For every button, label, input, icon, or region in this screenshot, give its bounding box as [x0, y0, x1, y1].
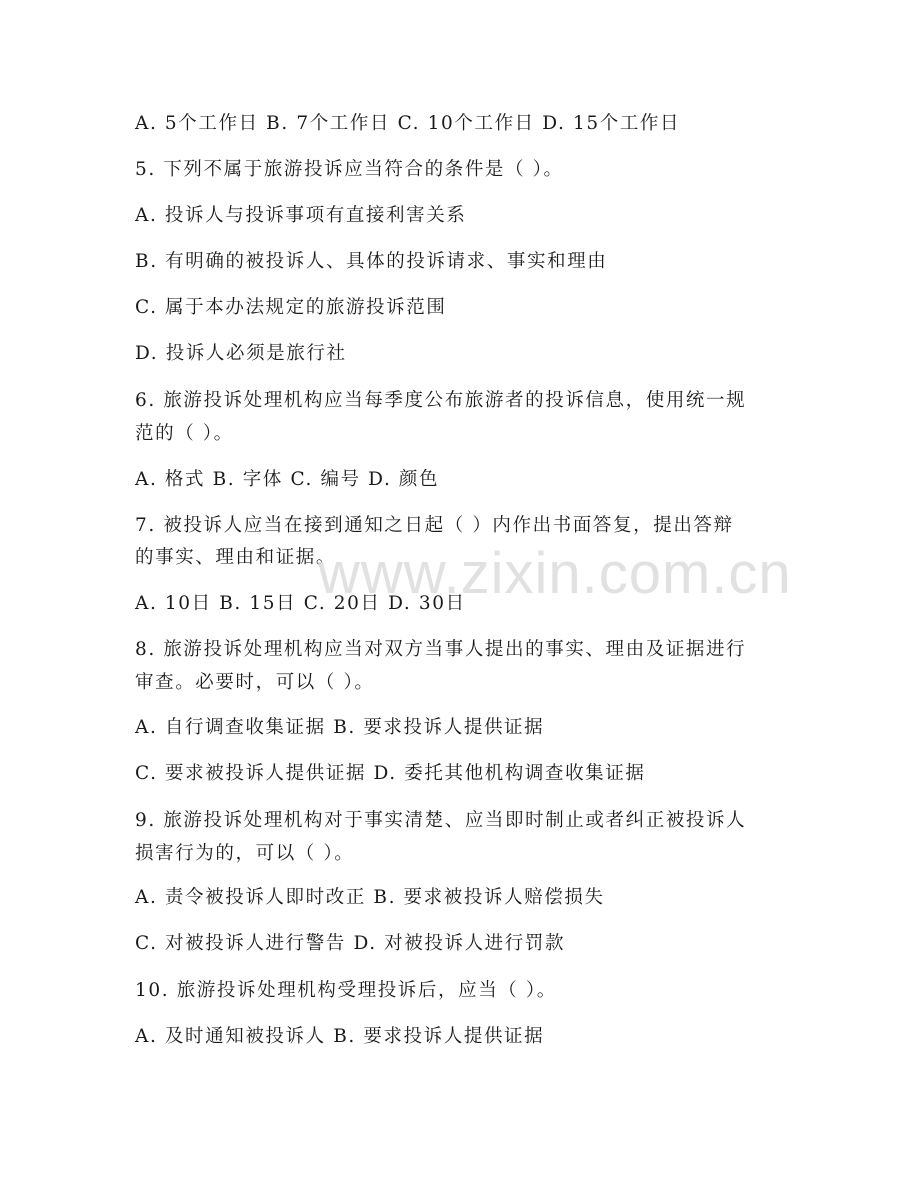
question-6-line-2: 范的（ ）。: [135, 423, 234, 444]
answer-option-5c: C. 属于本办法规定的旅游投诉范围: [135, 297, 447, 318]
answer-options-q9-ab: A. 责令被投诉人即时改正 B. 要求被投诉人赔偿损失: [135, 887, 605, 908]
answer-options-q8-ab: A. 自行调查收集证据 B. 要求投诉人提供证据: [135, 717, 545, 738]
answer-option-5b: B. 有明确的被投诉人、具体的投诉请求、事实和理由: [135, 251, 608, 272]
question-8-line-2: 审查。必要时，可以（ ）。: [135, 672, 375, 693]
question-7-line-1: 7. 被投诉人应当在接到通知之日起（ ）内作出书面答复，提出答辩: [135, 515, 734, 536]
answer-options-q4: A. 5个工作日 B. 7个工作日 C. 10个工作日 D. 15个工作日: [135, 113, 681, 134]
question-6-line-1: 6. 旅游投诉处理机构应当每季度公布旅游者的投诉信息，使用统一规: [135, 390, 747, 411]
watermark: www.zixin.com.cn: [318, 541, 792, 606]
question-9-line-2: 损害行为的，可以（ ）。: [135, 843, 355, 864]
answer-options-q7: A. 10日 B. 15日 C. 20日 D. 30日: [135, 593, 466, 614]
question-9-line-1: 9. 旅游投诉处理机构对于事实清楚、应当即时制止或者纠正被投诉人: [135, 810, 747, 831]
answer-options-q8-cd: C. 要求被投诉人提供证据 D. 委托其他机构调查收集证据: [135, 763, 646, 784]
answer-option-5a: A. 投诉人与投诉事项有直接利害关系: [135, 205, 467, 226]
question-8-line-1: 8. 旅游投诉处理机构应当对双方当事人提出的事实、理由及证据进行: [135, 639, 747, 660]
question-5: 5. 下列不属于旅游投诉应当符合的条件是（ ）。: [135, 159, 564, 180]
answer-options-q6: A. 格式 B. 字体 C. 编号 D. 颜色: [135, 469, 440, 490]
answer-options-q9-cd: C. 对被投诉人进行警告 D. 对被投诉人进行罚款: [135, 933, 566, 954]
question-7-line-2: 的事实、理由和证据。: [135, 547, 337, 568]
question-10: 10. 旅游投诉处理机构受理投诉后，应当（ ）。: [135, 980, 557, 1001]
answer-options-q10-ab: A. 及时通知被投诉人 B. 要求投诉人提供证据: [135, 1026, 545, 1047]
answer-option-5d: D. 投诉人必须是旅行社: [135, 343, 347, 364]
